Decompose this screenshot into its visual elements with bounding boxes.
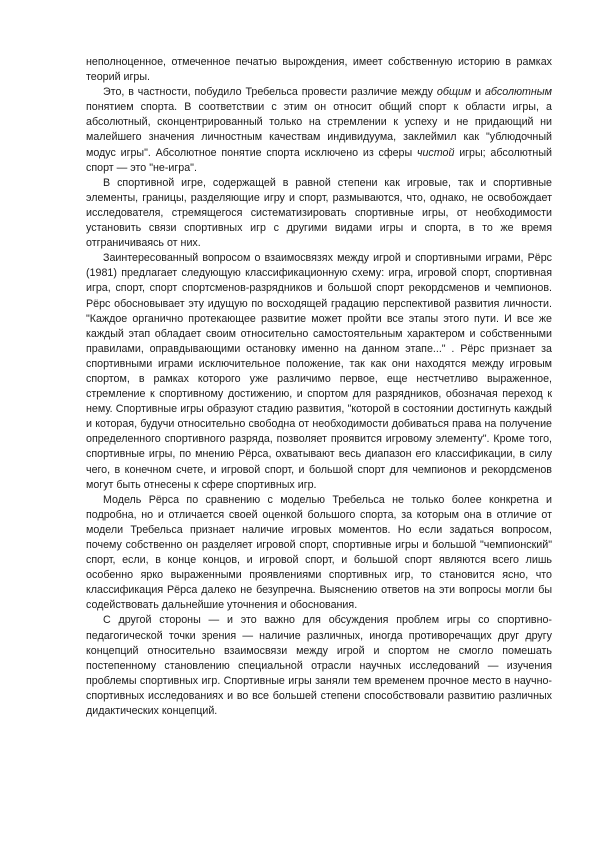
emphasis-text: чистой xyxy=(416,146,455,159)
paragraph-text: В спортивной игре, содержащей в равной степени как игровые, так и спортивные элементы, границы, разделяющие игру и спорт, размываются, что, однако, не освобождает исследователя, стремящегося систематизировать спортивные игры, от необходимости установить связи спортивных игр с другими видами игры и спорта, в то же время отграничиваясь от них. xyxy=(86,176,552,250)
paragraph-text: Модель Рёрса по сравнению с моделью Требельса не только более конкретна и подробна, но и отличается своей оценкой большого спорта, за которым она в отличие от модели Требельса признает наличие игровых моментов. Но если задаться вопросом, почему собственно он разделяет игровой спорт, спортивные игры и большой "чемпионский" спорт, если, в конце концов, и игровой спорт, и большой спорт являются всего лишь особенно ярко выраженными проявлениями спортивных игр, то становится ясно, что классификация Рёрса далеко не безупречна. Выяснению ответов на эти вопросы могли бы содействовать дальнейшие уточнения и обоснования. xyxy=(86,493,552,612)
paragraph-text: неполноценное, отмеченное печатью вырождения, имеет собственную историю в рамках теорий игры. xyxy=(86,56,552,84)
paragraph-1 xyxy=(86,55,552,85)
paragraph-4 xyxy=(86,251,552,493)
emphasis-text: абсолютным xyxy=(484,86,552,99)
paragraph-3 xyxy=(86,176,552,251)
paragraph-text: С другой стороны — и это важно для обсуждения проблем игры со спортивно-педагогической точки зрения — наличие различных, иногда противоречащих друг другу концепций относительно взаимосвязи между игрой и спортом не смогло помешать постепенному становлению специальной отрасли научных исследований — изучения проблемы спортивных игр. Спортивные игры заняли тем временем прочное место в научно-спортивных исследованиях и во все большей степени способствовали развитию различных дидактических концепций. xyxy=(86,614,552,718)
paragraph-6 xyxy=(86,613,552,719)
paragraph-2 xyxy=(86,85,552,176)
paragraph-text: игры; абсолютный спорт — это "не-игра". xyxy=(86,146,552,174)
paragraph-text: и xyxy=(471,86,485,99)
emphasis-text: общим xyxy=(436,86,472,99)
paragraph-text: понятием спорта. В соответствии с этим он относит общий спорт к области игры, а абсолютный, сконцентрированный только на стремлении к успеху и не придающий ни малейшего значения личностным качествам индивидуума, заклеймил как "ублюдочный модус игры". Абсолютное понятие спорта исключено из сферы xyxy=(86,101,552,159)
paragraph-text: Это, в частности, побудило Требельса провести различие между xyxy=(103,86,437,99)
document-page xyxy=(86,55,552,719)
paragraph-5 xyxy=(86,493,552,614)
paragraph-text: Заинтересованный вопросом о взаимосвязях между игрой и спортивными играми, Рёрс (1981) предлагает следующую классификационную схему: игра, игровой спорт, спортивная игра, спорт, спорт спортсменов-разрядников и большой спорт рекордсменов и чемпионов. Рёрс обосновывает эту идущую по восходящей градацию перспективой развития личности. "Каждое органично протекающее развитие может пройти все этапы этого пути. И все же каждый этап обладает своим относительно самостоятельным характером и собственными правилами, оправдывающими остановку именно на данном этапе..." . Рёрс признает за спортивными играми исключительное положение, так как они находятся между игровым спортом, в рамках которого уже различимо первое, еще нестчетливо выраженное, стремление к спортивному достижению, и спортом для разрядников, обозначая переход к нему. Спортивные игры образуют стадию развития, "которой в состоянии достигнуть каждый и которая, будучи относительно свободна от необходимости добиваться права на получение определенного спортивного разряда, позволяет проявится игровому элементу". Кроме того, спортивные игры, по мнению Рёрса, охватывают весь диапазон его классификации, в силу чего, в конечном счете, и игровой спорт, и большой спорт для чемпионов и рекордсменов могут быть отнесены к сфере спортивных игр. xyxy=(86,252,552,491)
